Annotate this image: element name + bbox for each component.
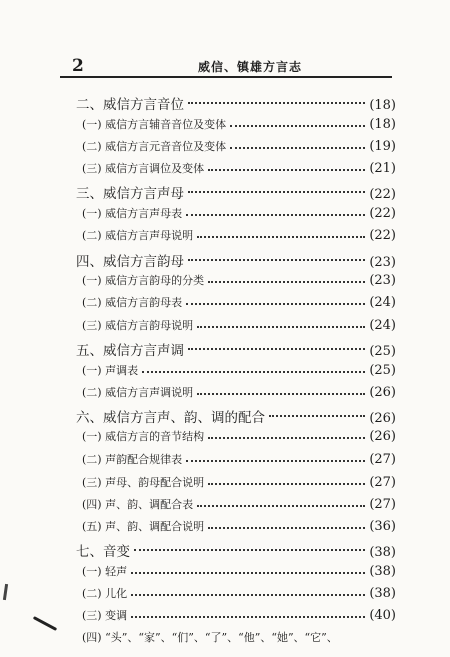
toc-entry-label: 六、威信方言声、韵、调的配合 <box>76 410 265 426</box>
dot-leader <box>131 563 365 574</box>
toc-entry-label: (二) 威信方言韵母表 <box>82 296 183 309</box>
toc-entry-label: (一) 威信方言辅音音位及变体 <box>82 118 227 131</box>
toc-entry-page: (38) <box>369 564 396 579</box>
toc-entry-page: (24) <box>369 295 396 310</box>
running-title: 威信、镇雄方言志 <box>198 60 303 74</box>
dot-leader <box>230 116 365 127</box>
toc-entry-label: (四) 声、韵、调配合表 <box>82 498 194 511</box>
dot-leader <box>197 496 365 507</box>
toc-entry-label: 三、威信方言声母 <box>76 186 184 202</box>
toc-entry-label: (三) 威信方言调位及变体 <box>82 162 205 175</box>
toc-entry <box>82 160 396 180</box>
toc-entry-page: (22) <box>369 206 396 221</box>
dot-leader <box>230 138 365 149</box>
toc-entry <box>76 182 396 202</box>
dot-leader <box>197 227 365 238</box>
toc-entry <box>82 384 396 404</box>
toc-entry-page: (22) <box>369 228 396 243</box>
toc-entry <box>76 406 396 426</box>
toc-entry <box>82 474 396 494</box>
toc-entry <box>82 496 396 516</box>
toc-entry-page: (18) <box>369 98 396 113</box>
dot-leader <box>208 428 365 439</box>
toc-entry <box>82 138 396 158</box>
dot-leader <box>188 339 365 350</box>
toc-entry-label: (三) 声母、韵母配合说明 <box>82 476 205 489</box>
toc-entry-page: (19) <box>369 139 396 154</box>
toc-entry-page: (38) <box>369 545 396 560</box>
toc-entry-label: (一) 威信方言韵母的分类 <box>82 274 205 287</box>
dot-leader <box>197 317 365 328</box>
toc-entry-label: 五、威信方言声调 <box>76 343 184 359</box>
toc-entry-label: 二、威信方言音位 <box>76 97 184 113</box>
toc-entry-page: (27) <box>369 452 396 467</box>
toc-entry-page: (23) <box>369 273 396 288</box>
dot-leader <box>269 406 365 417</box>
toc-entry-label: (二) 儿化 <box>82 587 128 600</box>
toc-entry-page: (25) <box>369 363 396 378</box>
toc-entry-page: (27) <box>369 475 396 490</box>
dot-leader <box>131 607 365 618</box>
dot-leader <box>131 585 365 596</box>
dot-leader <box>142 362 365 373</box>
toc-entry <box>82 205 396 225</box>
toc-entry <box>76 339 396 359</box>
toc-entry-label: (一) 威信方言声母表 <box>82 207 183 220</box>
dot-leader <box>188 182 365 193</box>
dot-leader <box>186 294 365 305</box>
toc-entry-label: (五) 声、韵、调配合说明 <box>82 520 205 533</box>
toc-entry-label: (一) 轻声 <box>82 565 128 578</box>
toc-entry-page: (23) <box>369 255 396 270</box>
toc-entry-page: (26) <box>369 429 396 444</box>
toc-entry-label: (二) 威信方言元音音位及变体 <box>82 140 227 153</box>
toc-entry-label: (四) “头”、“家”、“们”、“了”、“他”、“她”、“它”、 <box>82 631 338 644</box>
toc-entry <box>82 272 396 292</box>
toc-entry <box>82 518 396 538</box>
toc-entry <box>82 362 396 382</box>
toc-entry-label: (一) 威信方言的音节结构 <box>82 430 205 443</box>
dot-leader <box>134 540 365 551</box>
dot-leader <box>186 451 365 462</box>
toc-entry-label: (二) 威信方言声调说明 <box>82 386 194 399</box>
toc-entry <box>76 250 396 270</box>
toc-entry <box>82 563 396 583</box>
toc-entry-page: (22) <box>369 187 396 202</box>
toc-entry-label: (三) 威信方言韵母说明 <box>82 319 194 332</box>
toc-entry <box>82 116 396 136</box>
dot-leader <box>186 205 365 216</box>
dot-leader <box>208 160 365 171</box>
toc-entry-page: (18) <box>369 117 396 132</box>
toc-entry <box>76 93 396 113</box>
page-number: 2 <box>72 56 84 76</box>
toc-entry-label: (二) 声韵配合规律表 <box>82 453 183 466</box>
dot-leader <box>188 250 365 261</box>
dot-leader <box>208 474 365 485</box>
toc-entry-page: (24) <box>369 318 396 333</box>
toc-entry-page: (27) <box>369 497 396 512</box>
toc-entry <box>82 294 396 314</box>
toc-entry <box>82 585 396 605</box>
dot-leader <box>208 518 365 529</box>
toc-entry-page: (25) <box>369 344 396 359</box>
dot-leader <box>197 384 365 395</box>
toc-entry-label: 四、威信方言韵母 <box>76 254 184 270</box>
dot-leader <box>188 93 365 104</box>
toc-entry-label: 七、音变 <box>76 544 130 560</box>
toc-entry <box>76 540 396 560</box>
toc-entry <box>82 629 396 649</box>
toc-entry-label: (二) 威信方言声母说明 <box>82 229 194 242</box>
toc-entry <box>82 607 396 627</box>
toc-entry-page: (21) <box>369 161 396 176</box>
toc-entry-page: (40) <box>369 608 396 623</box>
toc-entry <box>82 428 396 448</box>
toc-entry-label: (三) 变调 <box>82 609 128 622</box>
toc-entry <box>82 317 396 337</box>
toc-entry-page: (26) <box>369 411 396 426</box>
toc-entry-page: (36) <box>369 519 396 534</box>
toc-entry-page: (38) <box>369 586 396 601</box>
toc-entry-page: (26) <box>369 385 396 400</box>
toc-entry-label: (一) 声调表 <box>82 364 139 377</box>
toc-entry <box>82 227 396 247</box>
dot-leader <box>208 272 365 283</box>
toc-entry <box>82 451 396 471</box>
